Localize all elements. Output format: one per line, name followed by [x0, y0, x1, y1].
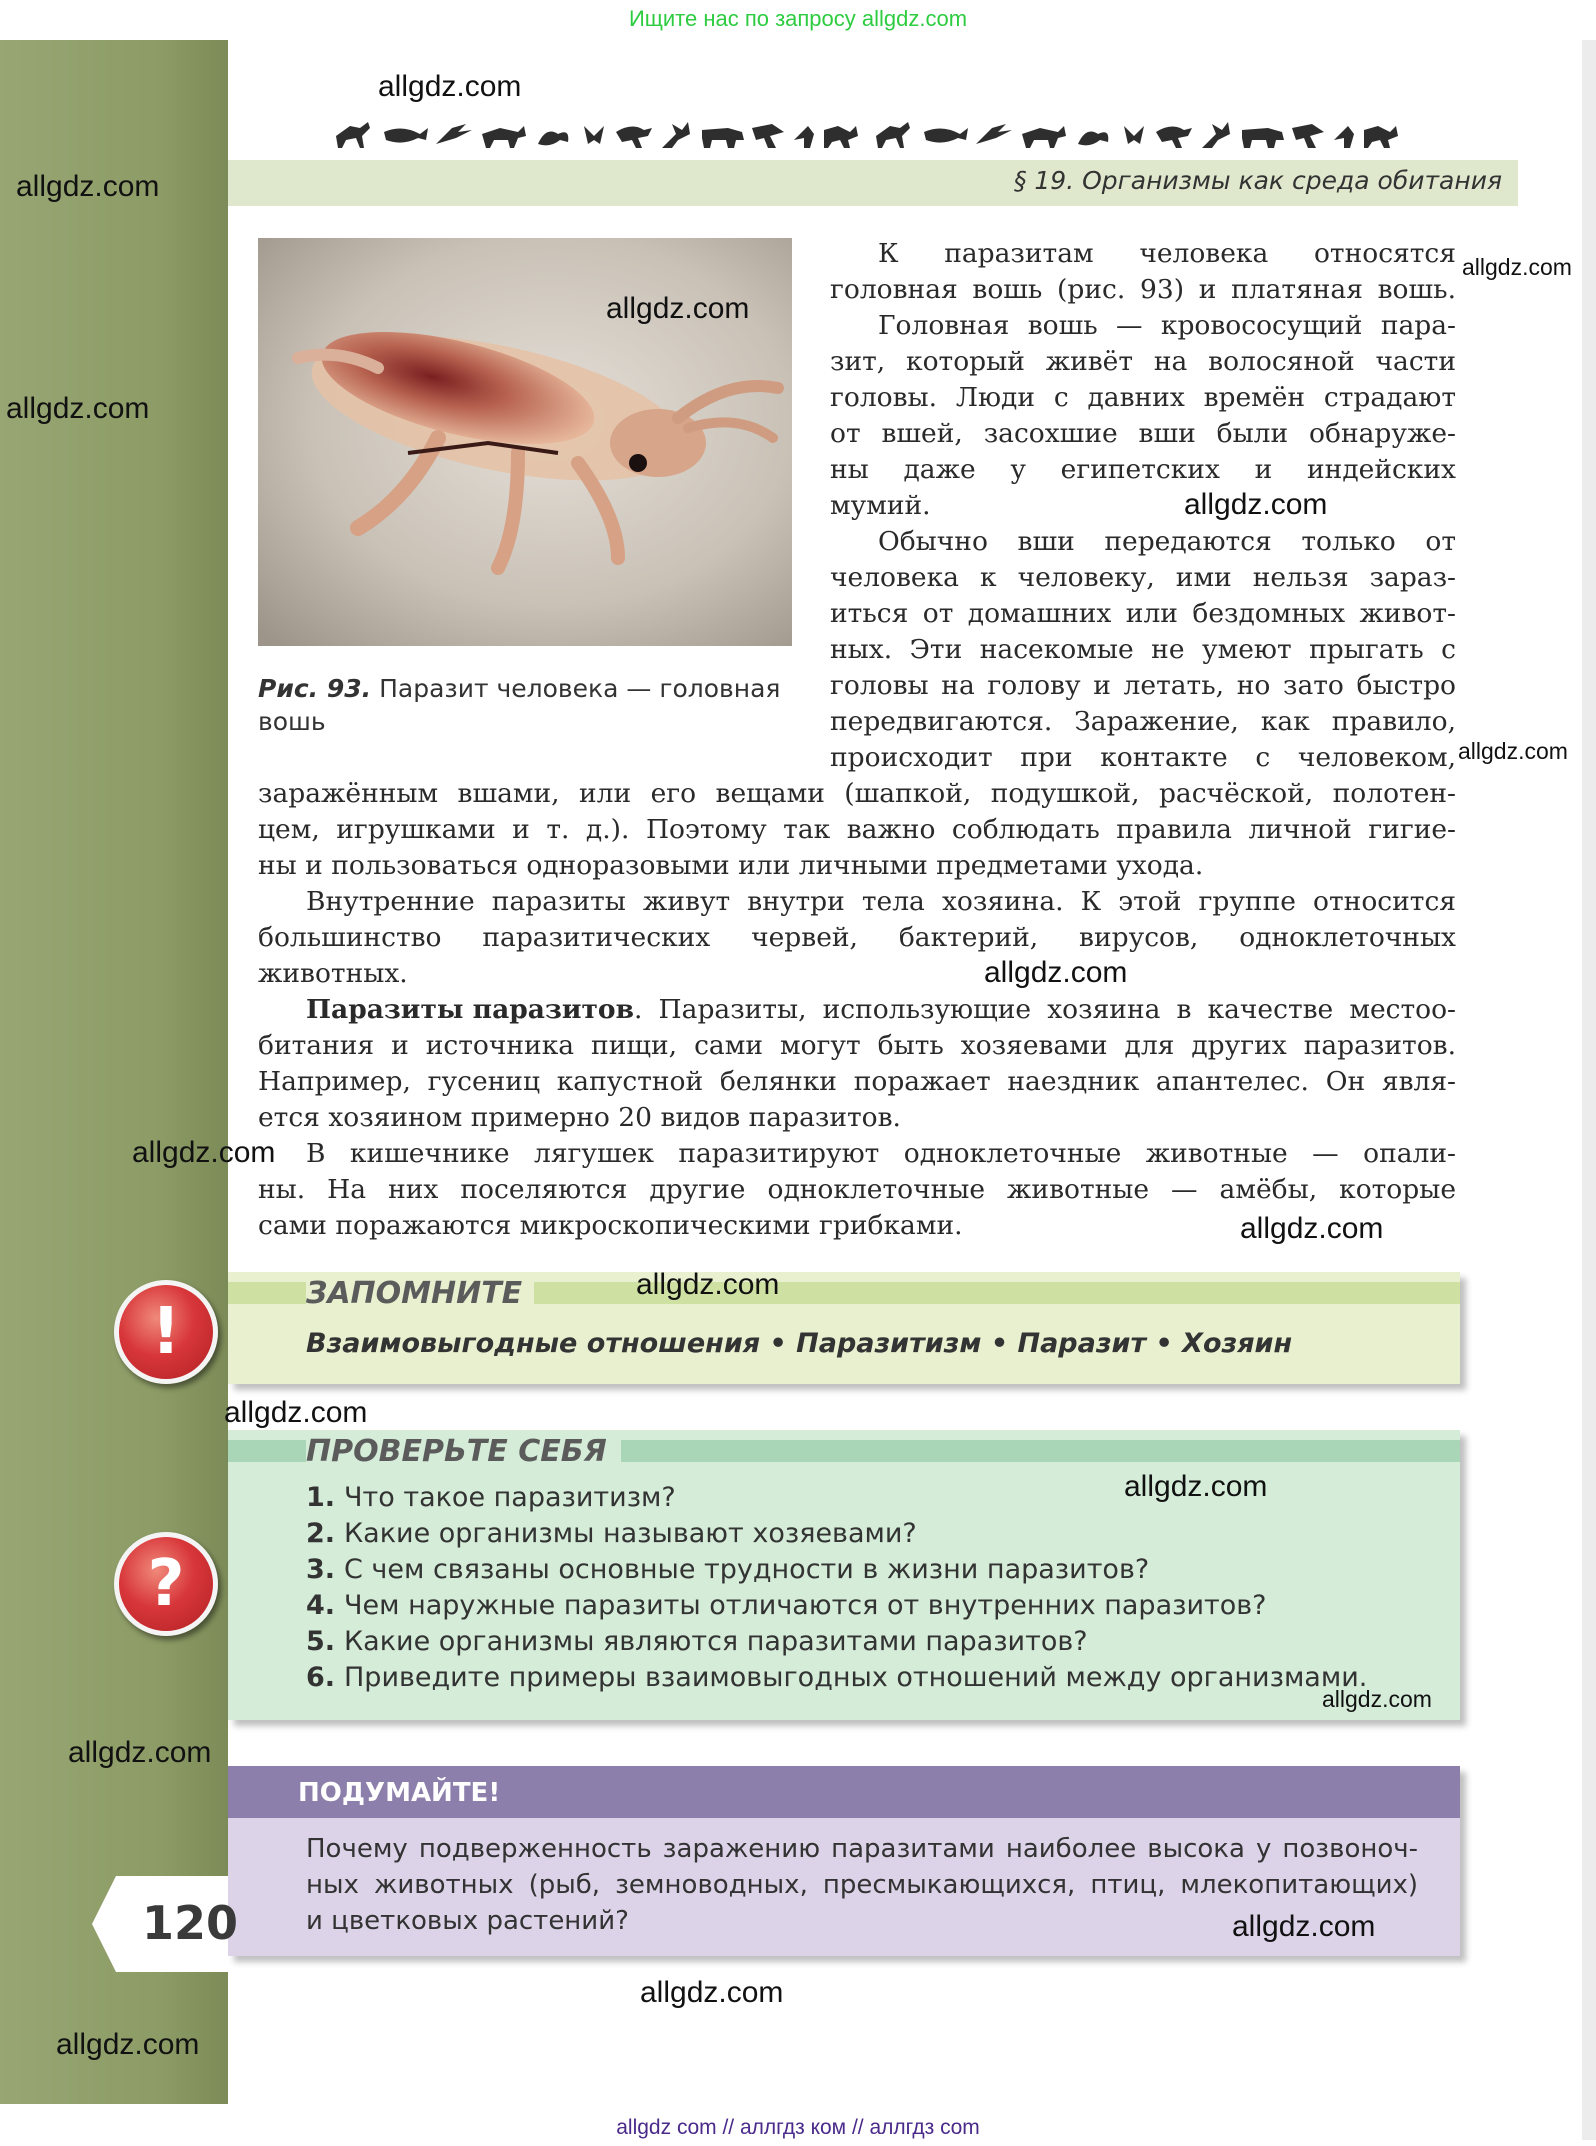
animal-silhouettes-strip [332, 114, 1522, 154]
page-number: 120 [142, 1896, 239, 1950]
watermark[interactable]: allgdz.com [68, 1736, 212, 1769]
body-line: головы. Люди с давних времён страдают [830, 382, 1456, 413]
watermark[interactable]: allgdz.com [1124, 1470, 1268, 1503]
page-right-edge [1582, 40, 1596, 2140]
body-line: большинство паразитических червей, бактерий, вирусов, одноклеточных [258, 922, 1456, 953]
question-text: Чем наружные паразиты отличаются от внутренних паразитов? [344, 1590, 1267, 1621]
body-line [258, 992, 1456, 1028]
body-line: ны и пользоваться одноразовыми или личными предметами ухода. [258, 850, 1204, 881]
footer-links[interactable]: allgdz com // аллгдз ком // аллгдз com [616, 2116, 980, 2139]
watermark[interactable]: allgdz.com [640, 1976, 784, 2009]
remember-box [228, 1272, 1460, 1384]
body-line: иться от домашних или бездомных живот- [830, 598, 1456, 629]
watermark[interactable]: allgdz.com [378, 70, 522, 103]
figure-caption [258, 672, 798, 738]
body-line: ных. Эти насекомые не умеют прыгать с [830, 634, 1456, 665]
section-heading-band [228, 160, 1518, 206]
watermark[interactable]: allgdz.com [1240, 1212, 1384, 1245]
body-line: Головная вошь — кровососущий пара- [878, 310, 1456, 341]
body-line: человека к человеку, ими нельзя зараз- [830, 562, 1456, 593]
body-line: заражённым вшами, или его вещами (шапкой, подушкой, расчёской, полотен- [258, 778, 1456, 809]
question-number: 3. [306, 1554, 336, 1585]
question-item [306, 1482, 676, 1513]
body-line: цем, игрушками и т. д.). Поэтому так важно соблюдать правила личной гигие- [258, 814, 1456, 845]
think-title: ПОДУМАЙТЕ! [298, 1778, 501, 1808]
watermark[interactable]: allgdz.com [16, 170, 160, 203]
question-item [306, 1518, 917, 1549]
question-text: Приведите примеры взаимовыгодных отношений между организмами. [344, 1662, 1368, 1693]
body-line: происходит при контакте с человеком, [830, 742, 1456, 773]
question-item [306, 1554, 1149, 1585]
check-title: ПРОВЕРЬТЕ СЕБЯ [306, 1434, 621, 1469]
think-text-line: и цветковых растений? [306, 1906, 629, 1936]
body-line: мумий. [830, 490, 931, 521]
question-number: 2. [306, 1518, 336, 1549]
question-text: С чем связаны основные трудности в жизни паразитов? [344, 1554, 1150, 1585]
question-mark-icon: ? [114, 1532, 218, 1636]
watermark[interactable]: allgdz.com [636, 1268, 780, 1301]
watermark[interactable]: allgdz.com [1322, 1686, 1432, 1712]
body-line: передвигаются. Заражение, как правило, [830, 706, 1456, 737]
question-text: Какие организмы называют хозяевами? [344, 1518, 917, 1549]
watermark[interactable]: allgdz.com [1458, 738, 1568, 764]
body-line: битания и источника пищи, сами могут быть хозяевами для других паразитов. [258, 1030, 1456, 1061]
body-line: К паразитам человека относятся [878, 238, 1456, 269]
body-line: от вшей, засохшие вши были обнаруже- [830, 418, 1456, 449]
watermark[interactable]: allgdz.com [224, 1396, 368, 1429]
body-line: ны. На них поселяются другие одноклеточные животные — амёбы, которые [258, 1174, 1456, 1205]
watermark[interactable]: allgdz.com [132, 1136, 276, 1169]
watermark[interactable]: allgdz.com [1232, 1910, 1376, 1943]
question-text: Что такое паразитизм? [344, 1482, 676, 1513]
exclamation-icon: ! [114, 1280, 218, 1384]
page-sidebar-strip [0, 40, 228, 2104]
body-line: Внутренние паразиты живут внутри тела хозяина. К этой группе относится [306, 886, 1456, 917]
body-line: Обычно вши передаются только от [878, 526, 1456, 557]
body-line: ны даже у египетских и индейских [830, 454, 1456, 485]
question-number: 5. [306, 1626, 336, 1657]
question-item [306, 1626, 1088, 1657]
figure-caption-text-line2: вошь [258, 707, 326, 736]
figure-caption-text: Паразит человека — головная [371, 674, 781, 703]
bold-term: Паразиты паразитов [306, 994, 635, 1025]
watermark[interactable]: allgdz.com [56, 2028, 200, 2061]
check-yourself-box [228, 1430, 1460, 1720]
question-item [306, 1590, 1267, 1621]
watermark[interactable]: allgdz.com [606, 292, 750, 325]
body-line: сами поражаются микроскопическими грибками. [258, 1210, 963, 1241]
top-banner[interactable]: Ищите нас по запросу allgdz.com [628, 6, 968, 31]
body-line: В кишечнике лягушек паразитируют одноклеточные животные — опали- [306, 1138, 1456, 1169]
question-item [306, 1662, 1367, 1693]
body-line: головы на голову и летать, но зато быстро [830, 670, 1456, 701]
question-text: Какие организмы являются паразитами паразитов? [344, 1626, 1088, 1657]
think-text-line: Почему подверженность заражению паразитами наиболее высока у позвоноч- [306, 1834, 1418, 1864]
question-number: 1. [306, 1482, 336, 1513]
body-line: головная вошь (рис. 93) и платяная вошь. [830, 274, 1456, 305]
watermark[interactable]: allgdz.com [1184, 488, 1328, 521]
body-line: зит, который живёт на волосяной части [830, 346, 1456, 377]
watermark[interactable]: allgdz.com [1462, 254, 1572, 280]
body-line: ется хозяином примерно 20 видов паразитов. [258, 1102, 901, 1133]
think-text-line: ных животных (рыб, земноводных, пресмыкающихся, птиц, млекопитающих) [306, 1870, 1418, 1900]
remember-title: ЗАПОМНИТЕ [306, 1276, 534, 1311]
question-number: 4. [306, 1590, 336, 1621]
figure-caption-number: Рис. 93. [258, 674, 372, 703]
page-number-box [92, 1876, 239, 1972]
watermark[interactable]: allgdz.com [6, 392, 150, 425]
watermark[interactable]: allgdz.com [984, 956, 1128, 989]
body-line-rest: . Паразиты, использующие хозяина в качестве местоо- [634, 994, 1456, 1025]
remember-terms: Взаимовыгодные отношения • Паразитизм • Паразит • Хозяин [306, 1328, 1293, 1359]
body-line: Например, гусениц капустной белянки поражает наездник апантелес. Он явля- [258, 1066, 1456, 1097]
think-header-band [228, 1766, 1460, 1818]
section-title: § 19. Организмы как среда обитания [1013, 166, 1502, 195]
body-line: животных. [258, 958, 408, 989]
question-number: 6. [306, 1662, 336, 1693]
